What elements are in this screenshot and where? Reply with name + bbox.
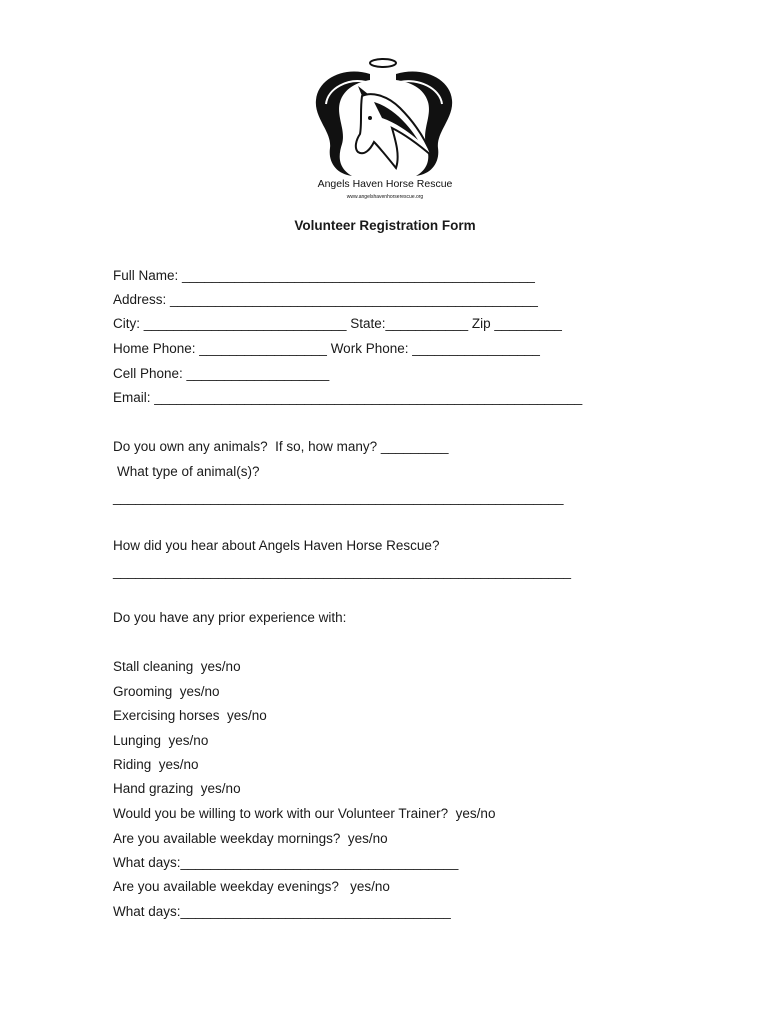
city-state-zip-field[interactable]: City: ___________________________ State:___________ Zip _________ bbox=[113, 316, 562, 331]
referral-answer-line[interactable]: _____________________________________________________________ bbox=[113, 564, 571, 579]
experience-item[interactable]: Hand grazing yes/no bbox=[113, 781, 241, 796]
referral-question: How did you hear about Angels Haven Horse Rescue? bbox=[113, 538, 440, 553]
animal-type-answer-line[interactable]: ____________________________________________________________ bbox=[113, 490, 564, 505]
experience-item[interactable]: Riding yes/no bbox=[113, 757, 199, 772]
animals-question[interactable]: Do you own any animals? If so, how many? _________ bbox=[113, 439, 449, 454]
address-field[interactable]: Address: _________________________________________________ bbox=[113, 292, 538, 307]
volunteer-trainer-question[interactable]: Would you be willing to work with our Volunteer Trainer? yes/no bbox=[113, 806, 496, 821]
form-title: Volunteer Registration Form bbox=[294, 218, 476, 233]
animal-type-question: What type of animal(s)? bbox=[117, 464, 260, 479]
phone-fields[interactable]: Home Phone: _________________ Work Phone: _________________ bbox=[113, 341, 540, 356]
angel-horse-logo-icon bbox=[300, 52, 470, 207]
full-name-field[interactable]: Full Name: _______________________________________________ bbox=[113, 268, 535, 283]
morning-days-field[interactable]: What days:_____________________________________ bbox=[113, 855, 459, 870]
weekday-mornings-question[interactable]: Are you available weekday mornings? yes/no bbox=[113, 831, 388, 846]
angels-haven-logo bbox=[300, 52, 470, 207]
experience-item[interactable]: Lunging yes/no bbox=[113, 733, 209, 748]
experience-item[interactable]: Exercising horses yes/no bbox=[113, 708, 267, 723]
evening-days-field[interactable]: What days:____________________________________ bbox=[113, 904, 451, 919]
org-name: Angels Haven Horse Rescue bbox=[317, 178, 453, 190]
email-field[interactable]: Email: _________________________________________________________ bbox=[113, 390, 583, 405]
experience-heading: Do you have any prior experience with: bbox=[113, 610, 347, 625]
experience-item[interactable]: Grooming yes/no bbox=[113, 684, 220, 699]
org-website: www.angelshavenhorserescue.org bbox=[346, 194, 424, 200]
experience-item[interactable]: Stall cleaning yes/no bbox=[113, 659, 241, 674]
cell-phone-field[interactable]: Cell Phone: ___________________ bbox=[113, 366, 330, 381]
weekday-evenings-question[interactable]: Are you available weekday evenings? yes/no bbox=[113, 879, 390, 894]
